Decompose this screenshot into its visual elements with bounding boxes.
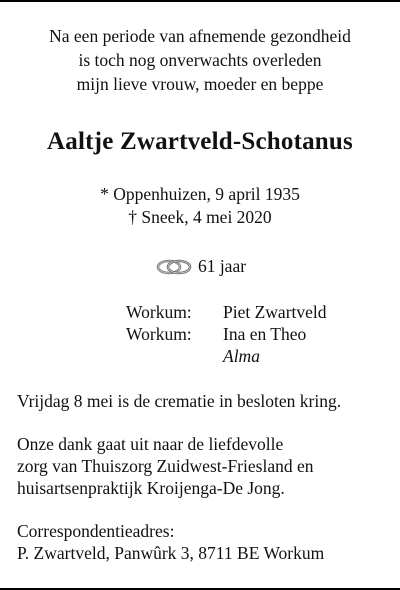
thanks-paragraph: [17, 433, 390, 499]
thanks-line: huisartsenpraktijk Kroijenga-De Jong.: [17, 478, 285, 498]
cremation-notice: [17, 390, 390, 412]
wedding-rings-icon: [154, 255, 194, 277]
marriage-duration: [0, 255, 400, 277]
thanks-line: Onze dank gaat uit naar de liefdevolle: [17, 434, 284, 454]
family-names: Piet Zwartveld: [223, 302, 327, 322]
family-grandchild: Alma: [223, 346, 260, 366]
family-names: Ina en Theo: [223, 324, 307, 344]
intro-line: mijn lieve vrouw, moeder en beppe: [76, 74, 324, 94]
family-row: [126, 301, 327, 323]
cremation-text: Vrijdag 8 mei is de crematie in besloten kring.: [17, 391, 342, 411]
family-list: [126, 301, 327, 367]
intro-line: is toch nog onverwachts overleden: [78, 50, 322, 70]
family-row: [126, 323, 327, 345]
family-place: Workum:: [126, 324, 192, 344]
correspondence-block: [17, 520, 390, 564]
thanks-line: zorg van Thuiszorg Zuidwest-Friesland en: [17, 456, 314, 476]
life-dates: [0, 183, 400, 229]
correspondence-address: P. Zwartveld, Panwûrk 3, 8711 BE Workum: [17, 543, 325, 563]
correspondence-label: Correspondentieadres:: [17, 521, 175, 541]
deceased-name: Aaltje Zwartveld-Schotanus: [47, 128, 353, 155]
marriage-years: 61 jaar: [197, 256, 247, 276]
intro-line: Na een periode van afnemende gezondheid: [49, 26, 351, 46]
birth-line: * Oppenhuizen, 9 april 1935: [100, 184, 300, 204]
intro-text: [0, 24, 400, 96]
family-place: Workum:: [126, 302, 192, 322]
death-line: † Sneek, 4 mei 2020: [128, 207, 272, 227]
